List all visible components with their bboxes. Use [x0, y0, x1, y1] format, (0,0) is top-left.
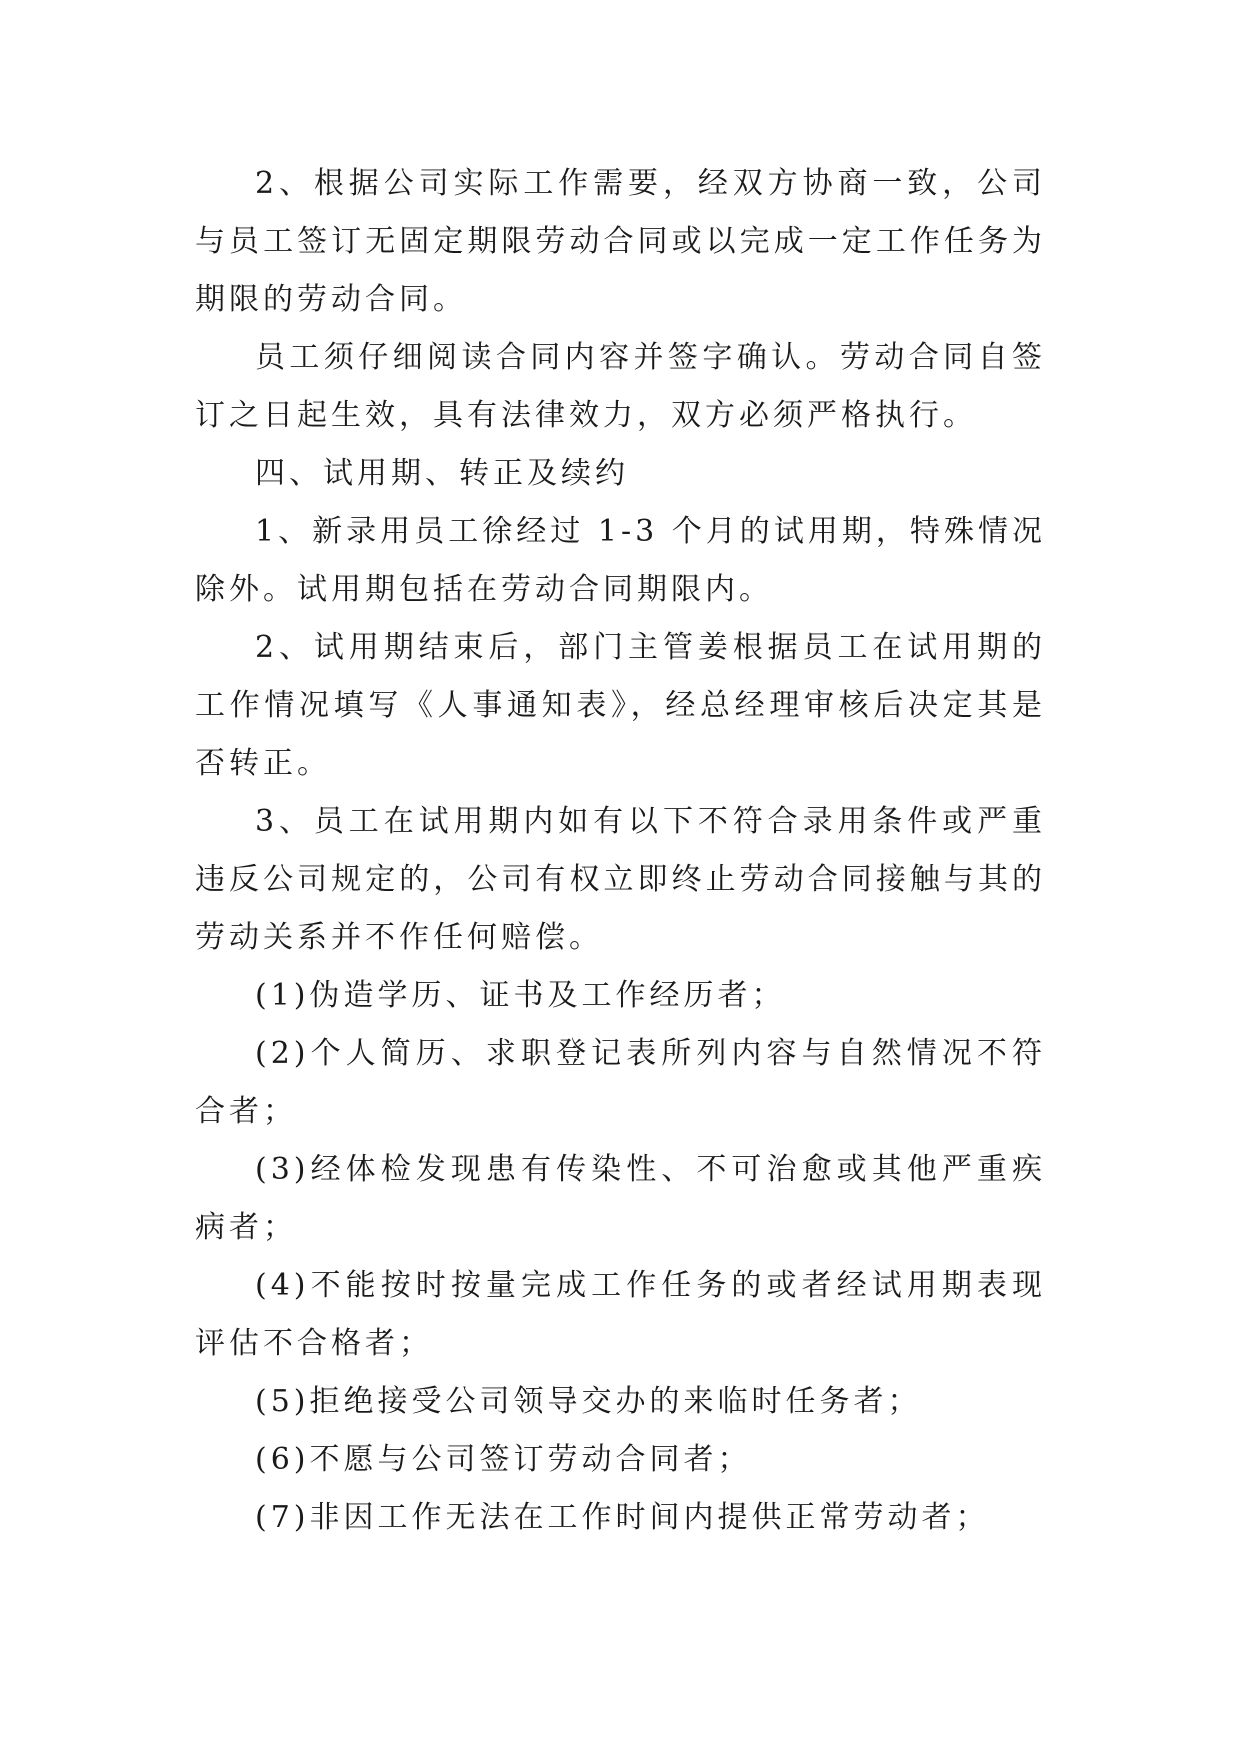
list-item-condition-3: (3)经体检发现患有传染性、不可治愈或其他严重疾病者；	[195, 1152, 1046, 1245]
list-item-condition-6: (6)不愿与公司签订劳动合同者；	[255, 1442, 752, 1477]
paragraph-probation-period: 1、新录用员工徐经过 1-3 个月的试用期，特殊情况除外。试用期包括在劳动合同期限内。	[195, 514, 1046, 607]
list-item-condition-4: (4)不能按时按量完成工作任务的或者经试用期表现评估不合格者；	[195, 1268, 1046, 1361]
paragraph-probation-review: 2、试用期结束后，部门主管姜根据员工在试用期的工作情况填写《人事通知表》，经总经理审核后决定其是否转正。	[195, 630, 1046, 781]
paragraph-contract-term: 2、根据公司实际工作需要，经双方协商一致，公司与员工签订无固定期限劳动合同或以完成一定工作任务为期限的劳动合同。	[195, 166, 1046, 317]
section-heading-probation: 四、试用期、转正及续约	[255, 456, 629, 491]
paragraph-contract-confirm: 员工须仔细阅读合同内容并签字确认。劳动合同自签订之日起生效，具有法律效力，双方必须严格执行。	[195, 340, 1046, 433]
list-item-condition-7: (7)非因工作无法在工作时间内提供正常劳动者；	[255, 1500, 990, 1535]
list-item-condition-1: (1)伪造学历、证书及工作经历者；	[255, 978, 786, 1013]
list-item-condition-5: (5)拒绝接受公司领导交办的来临时任务者；	[255, 1384, 922, 1419]
paragraph-termination-conditions: 3、员工在试用期内如有以下不符合录用条件或严重违反公司规定的，公司有权立即终止劳动合同接触与其的劳动关系并不作任何赔偿。	[195, 804, 1046, 955]
list-item-condition-2: (2)个人简历、求职登记表所列内容与自然情况不符合者；	[195, 1036, 1046, 1129]
